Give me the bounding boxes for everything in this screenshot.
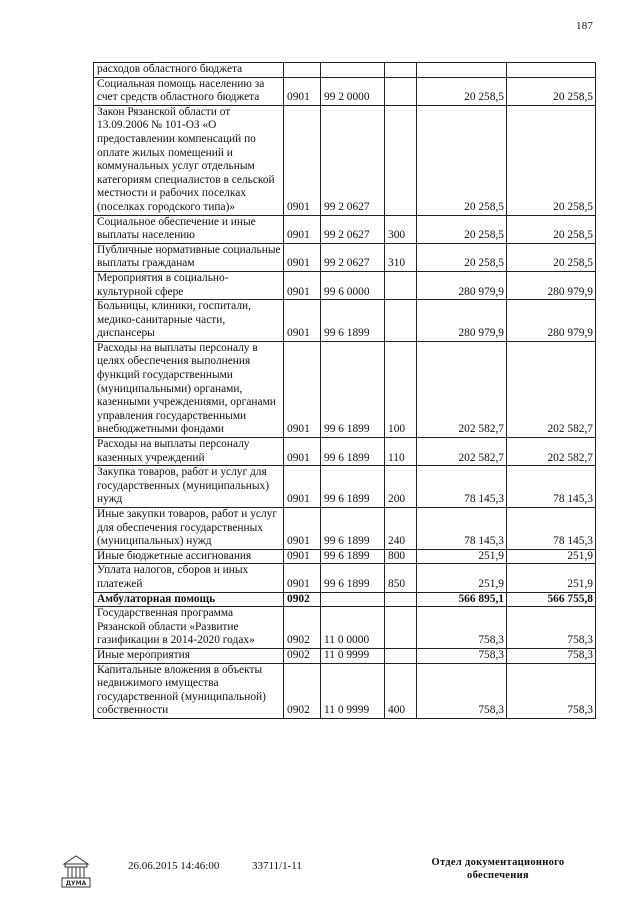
cell-vr: 310 (385, 243, 417, 271)
cell-sum-1: 20 258,5 (417, 77, 507, 105)
cell-sum-1: 758,3 (417, 607, 507, 649)
cell-article: 99 6 1899 (321, 549, 385, 564)
cell-vr: 100 (385, 341, 417, 437)
table-row (94, 663, 596, 718)
cell-section: 0901 (284, 466, 321, 508)
cell-sum-1: 202 582,7 (417, 438, 507, 466)
cell-section: 0902 (284, 607, 321, 649)
cell-section: 0902 (284, 648, 321, 663)
table-row (94, 466, 596, 508)
cell-sum-1: 20 258,5 (417, 105, 507, 215)
cell-name: Капитальные вложения в объекты недвижимого имущества государственной (муниципальной) собственности (94, 663, 284, 718)
table-row (94, 508, 596, 550)
duma-emblem-text: ДУМА (65, 880, 87, 887)
cell-vr (385, 77, 417, 105)
cell-article: 11 0 9999 (321, 663, 385, 718)
cell-name: Иные закупки товаров, работ и услуг для обеспечения государственных (муниципальных) нужд (94, 508, 284, 550)
table-row (94, 63, 596, 78)
footer-stamp-line2: обеспечения (467, 870, 529, 881)
table-row (94, 607, 596, 649)
cell-name: Закон Рязанской области от 13.09.2006 № 101-ОЗ «О предоставлении компенсаций по оплате жилых помещений и коммунальных услуг отдельным категориям специалистов в сельской местности и рабочих поселках (поселках городского типа)» (94, 105, 284, 215)
cell-sum-1: 280 979,9 (417, 271, 507, 299)
cell-sum-1: 251,9 (417, 549, 507, 564)
table-row (94, 341, 596, 437)
cell-article: 11 0 0000 (321, 607, 385, 649)
cell-vr (385, 105, 417, 215)
cell-vr (385, 592, 417, 607)
cell-sum-2 (507, 63, 596, 78)
cell-name: Иные мероприятия (94, 648, 284, 663)
cell-vr (385, 607, 417, 649)
table-row (94, 105, 596, 215)
cell-sum-2: 202 582,7 (507, 438, 596, 466)
cell-section: 0901 (284, 77, 321, 105)
table-row (94, 549, 596, 564)
cell-sum-2: 20 258,5 (507, 77, 596, 105)
cell-sum-2: 251,9 (507, 549, 596, 564)
cell-sum-1: 78 145,3 (417, 466, 507, 508)
cell-sum-2: 758,3 (507, 607, 596, 649)
cell-section: 0901 (284, 341, 321, 437)
cell-sum-2: 20 258,5 (507, 105, 596, 215)
cell-section: 0902 (284, 663, 321, 718)
footer-date: 26.06.2015 14:46:00 (128, 860, 220, 872)
cell-sum-2: 758,3 (507, 648, 596, 663)
cell-sum-1: 78 145,3 (417, 508, 507, 550)
cell-section: 0901 (284, 300, 321, 342)
cell-article: 99 2 0627 (321, 243, 385, 271)
cell-name: Расходы на выплаты персоналу казенных учреждений (94, 438, 284, 466)
cell-sum-2: 251,9 (507, 564, 596, 592)
cell-sum-1: 758,3 (417, 663, 507, 718)
cell-name: Социальное обеспечение и иные выплаты населению (94, 215, 284, 243)
cell-vr (385, 63, 417, 78)
cell-article: 99 6 1899 (321, 341, 385, 437)
cell-article: 99 6 1899 (321, 300, 385, 342)
budget-table-body (94, 63, 596, 719)
table-row (94, 564, 596, 592)
cell-sum-1 (417, 63, 507, 78)
cell-vr (385, 271, 417, 299)
cell-article (321, 63, 385, 78)
cell-sum-2: 202 582,7 (507, 341, 596, 437)
cell-section: 0901 (284, 549, 321, 564)
cell-section: 0901 (284, 564, 321, 592)
cell-name: Расходы на выплаты персоналу в целях обеспечения выполнения функций государственными (муниципальными) органами, казенными учреждениями, органами управления государственными внебюджетными фондами (94, 341, 284, 437)
cell-section: 0901 (284, 243, 321, 271)
table-row (94, 77, 596, 105)
cell-vr (385, 648, 417, 663)
cell-sum-1: 758,3 (417, 648, 507, 663)
cell-sum-2: 280 979,9 (507, 271, 596, 299)
cell-article: 99 6 1899 (321, 564, 385, 592)
cell-sum-2: 758,3 (507, 663, 596, 718)
cell-article: 99 2 0627 (321, 105, 385, 215)
cell-section (284, 63, 321, 78)
cell-sum-2: 78 145,3 (507, 508, 596, 550)
budget-table (93, 62, 596, 719)
cell-section: 0902 (284, 592, 321, 607)
cell-article: 99 6 1899 (321, 466, 385, 508)
cell-name: Закупка товаров, работ и услуг для государственных (муниципальных) нужд (94, 466, 284, 508)
page-number: 187 (576, 20, 594, 32)
cell-sum-1: 202 582,7 (417, 341, 507, 437)
table-row (94, 243, 596, 271)
cell-sum-2: 280 979,9 (507, 300, 596, 342)
cell-article: 11 0 9999 (321, 648, 385, 663)
cell-sum-1: 566 895,1 (417, 592, 507, 607)
cell-article (321, 592, 385, 607)
duma-emblem-icon (56, 852, 96, 890)
table-row (94, 438, 596, 466)
cell-name: Амбулаторная помощь (94, 592, 284, 607)
cell-section: 0901 (284, 438, 321, 466)
cell-article: 99 6 0000 (321, 271, 385, 299)
cell-sum-2: 566 755,8 (507, 592, 596, 607)
cell-article: 99 6 1899 (321, 438, 385, 466)
table-row (94, 271, 596, 299)
cell-vr: 110 (385, 438, 417, 466)
cell-vr: 240 (385, 508, 417, 550)
cell-name: Мероприятия в социально-культурной сфере (94, 271, 284, 299)
cell-vr: 400 (385, 663, 417, 718)
cell-sum-2: 20 258,5 (507, 243, 596, 271)
cell-section: 0901 (284, 508, 321, 550)
cell-vr: 850 (385, 564, 417, 592)
cell-sum-2: 78 145,3 (507, 466, 596, 508)
cell-section: 0901 (284, 215, 321, 243)
cell-name: Социальная помощь населению за счет средств областного бюджета (94, 77, 284, 105)
table-row (94, 300, 596, 342)
cell-sum-1: 251,9 (417, 564, 507, 592)
cell-sum-2: 20 258,5 (507, 215, 596, 243)
cell-name: Уплата налогов, сборов и иных платежей (94, 564, 284, 592)
cell-sum-1: 280 979,9 (417, 300, 507, 342)
cell-vr: 200 (385, 466, 417, 508)
footer-stamp (423, 856, 573, 882)
cell-vr (385, 300, 417, 342)
table-row (94, 215, 596, 243)
footer-doc-number: 33711/1-11 (252, 860, 302, 872)
cell-section: 0901 (284, 271, 321, 299)
table-row (94, 648, 596, 663)
footer-stamp-line1: Отдел документационного (431, 857, 565, 868)
cell-name: Государственная программа Рязанской области «Развитие газификации в 2014-2020 годах» (94, 607, 284, 649)
cell-section: 0901 (284, 105, 321, 215)
cell-name: Публичные нормативные социальные выплаты гражданам (94, 243, 284, 271)
cell-article: 99 2 0000 (321, 77, 385, 105)
cell-name: Иные бюджетные ассигнования (94, 549, 284, 564)
cell-name: расходов областного бюджета (94, 63, 284, 78)
cell-article: 99 6 1899 (321, 508, 385, 550)
cell-sum-1: 20 258,5 (417, 215, 507, 243)
cell-article: 99 2 0627 (321, 215, 385, 243)
cell-name: Больницы, клиники, госпитали, медико-санитарные части, диспансеры (94, 300, 284, 342)
cell-vr: 300 (385, 215, 417, 243)
cell-sum-1: 20 258,5 (417, 243, 507, 271)
table-row (94, 592, 596, 607)
cell-vr: 800 (385, 549, 417, 564)
